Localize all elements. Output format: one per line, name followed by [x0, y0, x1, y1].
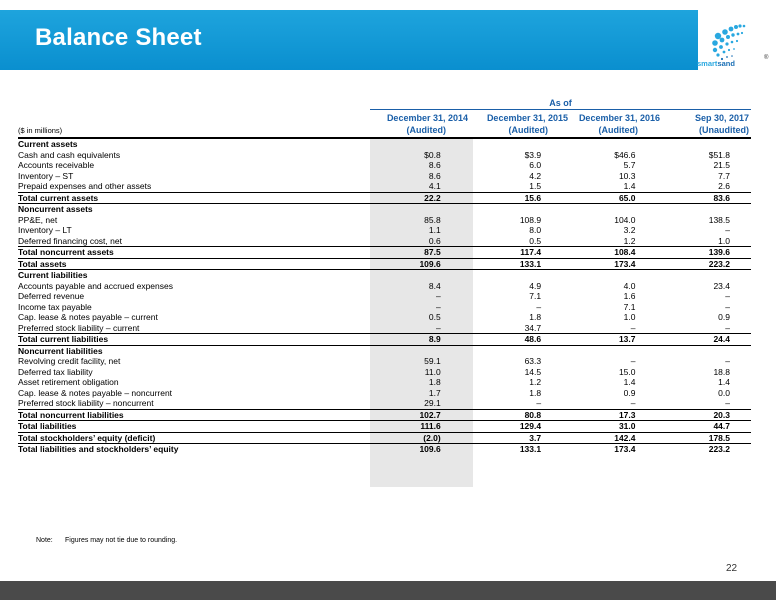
cell-value: 7.1 — [529, 291, 542, 301]
cell-value: $46.6 — [614, 149, 636, 160]
page-number: 22 — [726, 563, 738, 574]
cell-value: $0.8 — [424, 149, 441, 160]
logo-word-smart: smart — [697, 59, 718, 68]
cell-value: – — [725, 291, 730, 301]
cell-value: 21.5 — [713, 160, 730, 170]
cell-value: 83.6 — [658, 192, 752, 204]
cell-value — [658, 204, 752, 215]
cell-value: 1.7 — [428, 387, 441, 398]
cell-value: 63.3 — [524, 356, 542, 366]
as-of-header: As of — [549, 98, 572, 108]
cell-value: 1.0 — [718, 235, 730, 246]
cell-value: 1.4 — [718, 377, 730, 387]
row-label: Noncurrent liabilities — [18, 345, 364, 356]
cell-value: – — [725, 398, 730, 408]
row-label: Inventory – ST — [18, 170, 74, 181]
row-label: Preferred stock liability – current — [18, 322, 140, 333]
footnote-key: Note: — [36, 537, 53, 544]
row-label: Cash and cash equivalents — [18, 149, 121, 160]
cell-value: 15.0 — [618, 366, 636, 377]
cell-value: 29.1 — [424, 398, 441, 408]
cell-value: 108.4 — [561, 247, 657, 259]
row-label: Total current liabilities — [18, 334, 364, 346]
cell-value: 0.5 — [428, 312, 441, 322]
column-date: December 31, 2014 — [386, 113, 468, 123]
table-row — [18, 270, 751, 281]
table-row — [18, 312, 751, 323]
row-label: Prepaid expenses and other assets — [18, 181, 152, 191]
cell-value: 4.2 — [529, 170, 542, 181]
cell-value: 6.0 — [529, 160, 542, 170]
cell-value: 173.4 — [561, 444, 657, 455]
cell-value: 1.2 — [623, 235, 636, 246]
row-label: Deferred revenue — [18, 291, 85, 301]
cell-value: 31.0 — [561, 421, 657, 433]
cell-value: 111.6 — [364, 421, 466, 433]
cell-value: 65.0 — [561, 192, 657, 204]
table-row — [18, 345, 751, 356]
as-of-rule — [370, 109, 751, 110]
cell-value — [467, 345, 561, 356]
row-label: Total noncurrent liabilities — [18, 409, 364, 421]
row-label: Current assets — [18, 139, 78, 149]
cell-value: 173.4 — [561, 258, 657, 270]
row-label: Accounts receivable — [18, 160, 95, 170]
table-row — [18, 409, 751, 421]
table-row — [18, 323, 751, 334]
cell-value: $3.9 — [524, 149, 542, 160]
table-row — [18, 334, 751, 346]
column-date: December 31, 2015 — [486, 113, 568, 123]
cell-value: 14.5 — [524, 366, 542, 377]
cell-value — [561, 204, 657, 215]
cell-value: 102.7 — [364, 409, 466, 421]
column-status: (Audited) — [406, 125, 446, 135]
row-label: Deferred financing cost, net — [18, 235, 122, 246]
cell-value: 4.1 — [428, 181, 441, 191]
cell-value: 133.1 — [467, 444, 561, 455]
cell-value: – — [725, 322, 730, 333]
table-row — [18, 225, 751, 236]
logo-wordmark — [697, 59, 735, 68]
cell-value: 1.6 — [623, 291, 636, 301]
cell-value — [364, 204, 466, 215]
column-header-2017 — [653, 113, 749, 135]
cell-value: – — [536, 301, 542, 312]
table-row — [18, 432, 751, 444]
row-label: Cap. lease & notes payable – current — [18, 312, 158, 322]
cell-value: 108.9 — [519, 214, 542, 225]
cell-value: 109.6 — [364, 444, 466, 455]
cell-value: 4.0 — [623, 280, 636, 291]
cell-value: 1.4 — [623, 181, 636, 191]
cell-value — [364, 270, 466, 281]
cell-value — [658, 270, 752, 281]
footnote-text: Figures may not tie due to rounding. — [65, 537, 178, 544]
cell-value: 8.0 — [529, 225, 542, 235]
cell-value: (2.0) — [364, 432, 466, 444]
table-row — [18, 421, 751, 433]
row-label: Total noncurrent assets — [18, 247, 364, 259]
cell-value — [658, 345, 752, 356]
table-row — [18, 388, 751, 399]
cell-value: 4.9 — [529, 280, 542, 291]
table-row — [18, 302, 751, 313]
table-row — [18, 291, 751, 302]
cell-value: 1.8 — [529, 387, 542, 398]
cell-value: 85.8 — [424, 214, 441, 225]
row-label: Total current assets — [18, 192, 364, 204]
table-row — [18, 247, 751, 259]
table-row — [18, 215, 751, 226]
cell-value: – — [630, 322, 636, 333]
cell-value: 0.0 — [718, 387, 730, 398]
row-label: Total liabilities — [18, 421, 364, 433]
cell-value: 59.1 — [424, 356, 441, 366]
cell-value: 3.2 — [623, 225, 636, 235]
cell-value: – — [630, 356, 636, 366]
cell-value: – — [725, 301, 730, 312]
cell-value: 1.0 — [623, 312, 636, 322]
table-row — [18, 236, 751, 247]
cell-value: 129.4 — [467, 421, 561, 433]
cell-value: 87.5 — [364, 247, 466, 259]
row-label: Total liabilities and stockholders’ equity — [18, 444, 364, 455]
cell-value: 20.3 — [658, 409, 752, 421]
cell-value: 7.1 — [623, 301, 636, 312]
cell-value: – — [435, 291, 441, 301]
column-status: (Unaudited) — [699, 125, 749, 135]
cell-value: 117.4 — [467, 247, 561, 259]
cell-value: 1.5 — [529, 181, 542, 191]
cell-value: 133.1 — [467, 258, 561, 270]
cell-value: 3.7 — [467, 432, 561, 444]
cell-value — [467, 270, 561, 281]
cell-value: 0.9 — [623, 387, 636, 398]
table-row — [18, 367, 751, 378]
footer-bar — [0, 581, 776, 600]
cell-value: 1.2 — [529, 377, 542, 387]
row-label: Revolving credit facility, net — [18, 356, 121, 366]
cell-value: 8.4 — [428, 280, 441, 291]
cell-value: 104.0 — [614, 214, 636, 225]
column-status: (Audited) — [508, 125, 548, 135]
cell-value: 17.3 — [561, 409, 657, 421]
cell-value: 2.6 — [718, 181, 730, 191]
row-label: Noncurrent assets — [18, 204, 364, 215]
cell-value — [467, 204, 561, 215]
cell-value: 223.2 — [658, 444, 752, 455]
row-label: Total assets — [18, 258, 364, 270]
cell-value — [364, 345, 466, 356]
cell-value: 8.9 — [364, 334, 466, 346]
cell-value: – — [630, 398, 636, 408]
cell-value: 178.5 — [658, 432, 752, 444]
balance-sheet-table — [18, 139, 751, 455]
cell-value: 48.6 — [467, 334, 561, 346]
cell-value: – — [536, 398, 542, 408]
row-label: PP&E, net — [18, 214, 58, 225]
cell-value: $51.8 — [708, 149, 730, 160]
footnote — [36, 537, 177, 544]
cell-value: 223.2 — [658, 258, 752, 270]
page-title: Balance Sheet — [35, 24, 202, 51]
column-header-2016 — [564, 113, 660, 135]
cell-value — [561, 139, 657, 150]
column-header-2015 — [472, 113, 568, 135]
cell-value: 109.6 — [364, 258, 466, 270]
cell-value: 1.1 — [428, 225, 441, 235]
table-row — [18, 398, 751, 409]
column-status: (Audited) — [598, 125, 638, 135]
cell-value: 142.4 — [561, 432, 657, 444]
cell-value — [561, 345, 657, 356]
cell-value: – — [725, 356, 730, 366]
cell-value: 5.7 — [623, 160, 636, 170]
cell-value: 0.9 — [718, 312, 730, 322]
cell-value: 13.7 — [561, 334, 657, 346]
table-row — [18, 444, 751, 455]
cell-value: 11.0 — [424, 366, 441, 377]
unit-label: ($ in millions) — [18, 126, 63, 135]
cell-value: 8.6 — [428, 170, 441, 181]
table-row — [18, 139, 751, 150]
row-label: Accounts payable and accrued expenses — [18, 280, 173, 291]
cell-value — [364, 139, 466, 150]
cell-value: 80.8 — [467, 409, 561, 421]
logo-word-sand: sand — [717, 59, 735, 68]
cell-value: 8.6 — [428, 160, 441, 170]
table-row — [18, 204, 751, 215]
row-label: Preferred stock liability – noncurrent — [18, 398, 154, 408]
row-label: Inventory – LT — [18, 225, 72, 235]
cell-value: 34.7 — [524, 322, 542, 333]
cell-value: 10.3 — [618, 170, 636, 181]
row-label: Current liabilities — [18, 270, 364, 281]
column-date: Sep 30, 2017 — [694, 113, 749, 123]
table-row — [18, 150, 751, 161]
cell-value: 0.5 — [529, 235, 542, 246]
cell-value — [658, 139, 752, 150]
table-row — [18, 181, 751, 192]
column-date: December 31, 2016 — [578, 113, 660, 123]
column-header-2014 — [372, 113, 468, 135]
cell-value: 24.4 — [658, 334, 752, 346]
cell-value: 0.6 — [428, 235, 441, 246]
row-label: Cap. lease & notes payable – noncurrent — [18, 387, 173, 398]
cell-value — [467, 139, 561, 150]
table-row — [18, 258, 751, 270]
row-label: Total stockholders’ equity (deficit) — [18, 432, 364, 444]
cell-value: 1.8 — [529, 312, 542, 322]
cell-value — [561, 270, 657, 281]
cell-value: – — [725, 225, 730, 235]
cell-value: 7.7 — [718, 170, 730, 181]
table-row — [18, 171, 751, 182]
cell-value: 18.8 — [713, 366, 730, 377]
cell-value: 1.4 — [623, 377, 636, 387]
cell-value: 23.4 — [713, 280, 730, 291]
cell-value: 22.2 — [364, 192, 466, 204]
cell-value: 15.6 — [467, 192, 561, 204]
cell-value: 138.5 — [708, 214, 730, 225]
cell-value: 44.7 — [658, 421, 752, 433]
table-row — [18, 160, 751, 171]
row-label: Asset retirement obligation — [18, 377, 119, 387]
cell-value: – — [435, 301, 441, 312]
row-label: Deferred tax liability — [18, 366, 93, 377]
table-row — [18, 356, 751, 367]
cell-value: 1.8 — [428, 377, 441, 387]
cell-value: 139.6 — [658, 247, 752, 259]
table-row — [18, 281, 751, 292]
trademark-mark: ® — [764, 55, 769, 61]
row-label: Income tax payable — [18, 301, 92, 312]
cell-value: – — [435, 322, 441, 333]
table-row — [18, 192, 751, 204]
table-row — [18, 377, 751, 388]
